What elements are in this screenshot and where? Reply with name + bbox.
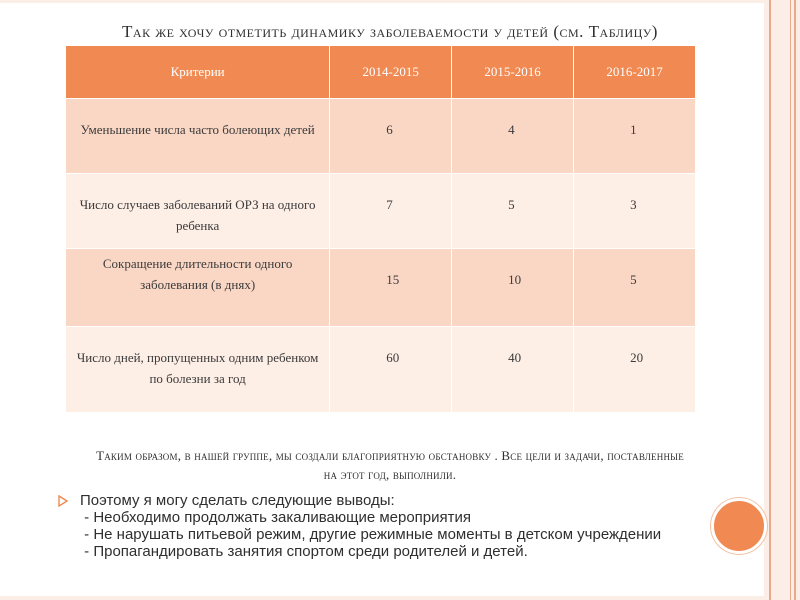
value-cell: 5 — [452, 173, 574, 248]
table-header-row — [66, 46, 696, 98]
value-cell: 1 — [574, 98, 696, 173]
conclusion-line: - Необходимо продолжать закаливающие мероприятия — [80, 509, 472, 526]
frame-bottom-border — [0, 596, 764, 600]
value-cell: 4 — [452, 98, 574, 173]
slide-title: Так же хочу отметить динамику заболеваемости у детей (см. Таблицу) — [122, 22, 658, 41]
summary-line: Таким образом, в нашей группе, мы создали благоприятную обстановку . Все цели и задачи, поставленные — [96, 448, 684, 463]
summary-text — [30, 446, 750, 484]
criterion-cell: Сокращение длительности одного заболевания (в днях) — [66, 248, 330, 326]
value-cell: 20 — [574, 326, 696, 412]
value-cell: 15 — [330, 248, 452, 326]
frame-line — [769, 0, 771, 600]
conclusions-list — [58, 492, 698, 560]
conclusion-line: Поэтому я могу сделать следующие выводы: — [80, 492, 395, 509]
value-cell: 3 — [574, 173, 696, 248]
header-criteria: Критерии — [66, 46, 330, 98]
criterion-cell: Уменьшение числа часто болеющих детей — [66, 98, 330, 173]
value-cell: 6 — [330, 98, 452, 173]
header-year: 2015-2016 — [452, 46, 574, 98]
conclusion-line: - Пропагандировать занятия спортом среди родителей и детей. — [80, 543, 528, 560]
value-cell: 5 — [574, 248, 696, 326]
criterion-cell: Число случаев заболеваний ОРЗ на одного ребенка — [66, 173, 330, 248]
table-row — [66, 248, 696, 326]
header-year: 2016-2017 — [574, 46, 696, 98]
table-row — [66, 173, 696, 248]
value-cell: 10 — [452, 248, 574, 326]
criterion-cell: Число дней, пропущенных одним ребенком по болезни за год — [66, 326, 330, 412]
table-row — [66, 326, 696, 412]
decorative-circle — [711, 498, 767, 554]
diamond-bullet-icon — [58, 495, 68, 512]
header-year: 2014-2015 — [330, 46, 452, 98]
frame-line — [794, 0, 796, 600]
summary-line: на этот год, выполнили. — [323, 467, 457, 482]
value-cell: 7 — [330, 173, 452, 248]
value-cell: 40 — [452, 326, 574, 412]
table-row — [66, 98, 696, 173]
frame-line — [790, 0, 791, 600]
morbidity-table — [66, 46, 696, 412]
conclusion-line: - Не нарушать питьевой режим, другие режимные моменты в детском учреждении — [80, 526, 662, 543]
value-cell: 60 — [330, 326, 452, 412]
frame-top-border — [0, 0, 764, 3]
